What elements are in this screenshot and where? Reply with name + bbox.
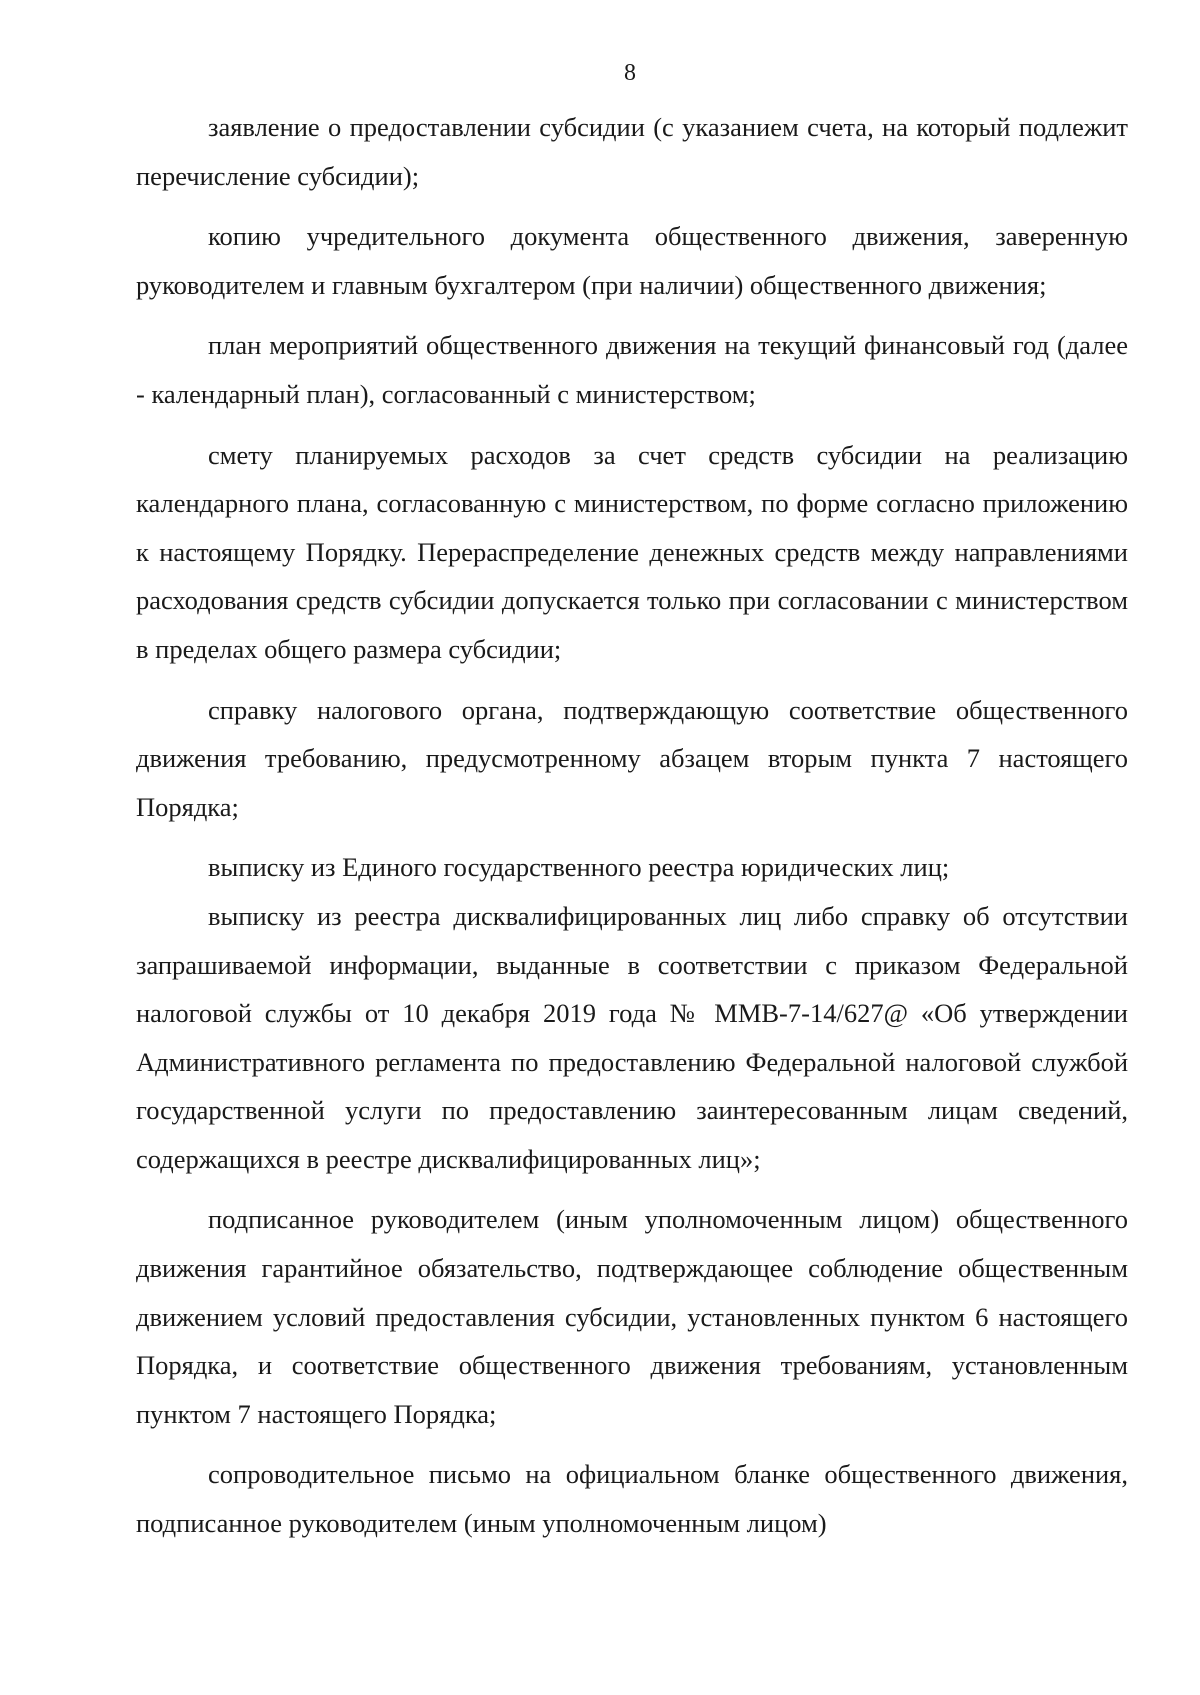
paragraph-tax-certificate: справку налогового органа, подтверждающую соответствие общественного движения требованию, предусмотренному абзацем вторым пункта 7 настоящего Порядка; bbox=[136, 694, 1128, 822]
paragraph-register-extract: выписку из Единого государственного реестра юридических лиц; bbox=[208, 852, 950, 883]
paragraph-guarantee-obligation: подписанное руководителем (иным уполномоченным лицом) общественного движения гарантийное обязательство, подтверждающее соблюдение общественным движением условий предоставления субсидии, установленных пунктом 6 настоящего Порядка, и соответствие общественного движения требованиям, установленным пунктом 7 настоящего Порядка; bbox=[136, 1204, 1128, 1429]
paragraph-cost-estimate: смету планируемых расходов за счет средств субсидии на реализацию календарного плана, согласованную с министерством, по форме согласно приложению к настоящему Порядку. Перераспределение денежных средств между направлениями расходования средств субсидии допускается только при согласовании с министерством в пределах общего размера субсидии; bbox=[136, 439, 1128, 664]
paragraph-application: заявление о предоставлении субсидии (с указанием счета, на который подлежит перечисление субсидии); bbox=[136, 112, 1128, 191]
paragraph-cover-letter: сопроводительное письмо на официальном бланке общественного движения, подписанное руководителем (иным уполномоченным лицом) bbox=[136, 1459, 1128, 1539]
paragraph-event-plan: план мероприятий общественного движения на текущий финансовый год (далее - календарный план), согласованный с министерством; bbox=[136, 330, 1128, 409]
paragraph-charter-copy: копию учредительного документа общественного движения, заверенную руководителем и главным бухгалтером (при наличии) общественного движения; bbox=[136, 221, 1128, 300]
document-body bbox=[136, 103, 1128, 1548]
paragraph-disqualified-register: выписку из реестра дисквалифицированных лиц либо справку об отсутствии запрашиваемой информации, выданные в соответствии с приказом Федеральной налоговой службы от 10 декабря 2019 года № ММВ-7-14/627@ «Об утверждении Административного регламента по предоставлению Федеральной налоговой службой государственной услуги по предоставлению заинтересованным лицам сведений, содержащихся в реестре дисквалифицированных лиц»; bbox=[136, 900, 1128, 1174]
page-number: 8 bbox=[624, 60, 636, 86]
